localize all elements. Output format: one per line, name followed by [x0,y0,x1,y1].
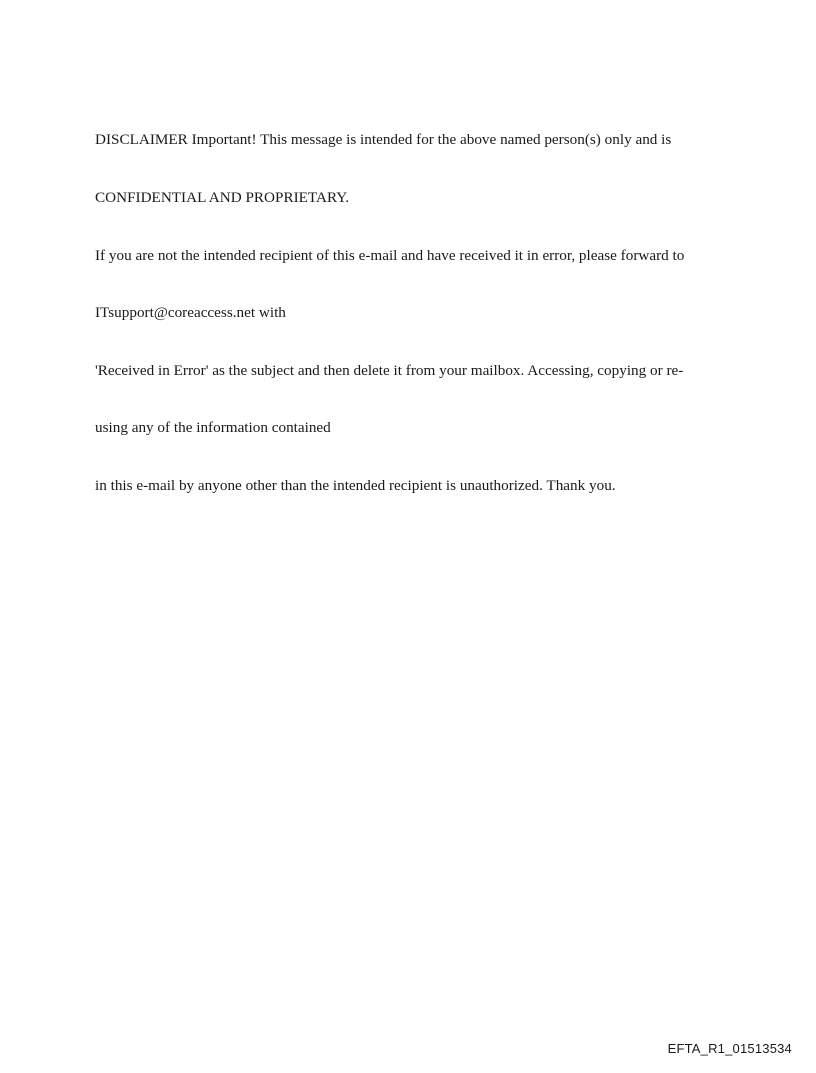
disclaimer-line-5: 'Received in Error' as the subject and then delete it from your mailbox. Accessing, copying or re- [95,361,684,379]
disclaimer-line-4: ITsupport@coreaccess.net with [95,304,286,322]
disclaimer-line-1: DISCLAIMER Important! This message is intended for the above named person(s) only and is [95,131,672,149]
disclaimer-line-3: If you are not the intended recipient of this e-mail and have received it in error, please forward to [95,246,685,264]
disclaimer-line-7: in this e-mail by anyone other than the intended recipient is unauthorized. Thank you. [95,477,616,495]
disclaimer-line-2: CONFIDENTIAL AND PROPRIETARY. [95,189,350,207]
bates-number: EFTA_R1_01513534 [667,1041,792,1056]
disclaimer-line-6: using any of the information contained [95,419,331,437]
disclaimer-paragraph [95,92,720,534]
